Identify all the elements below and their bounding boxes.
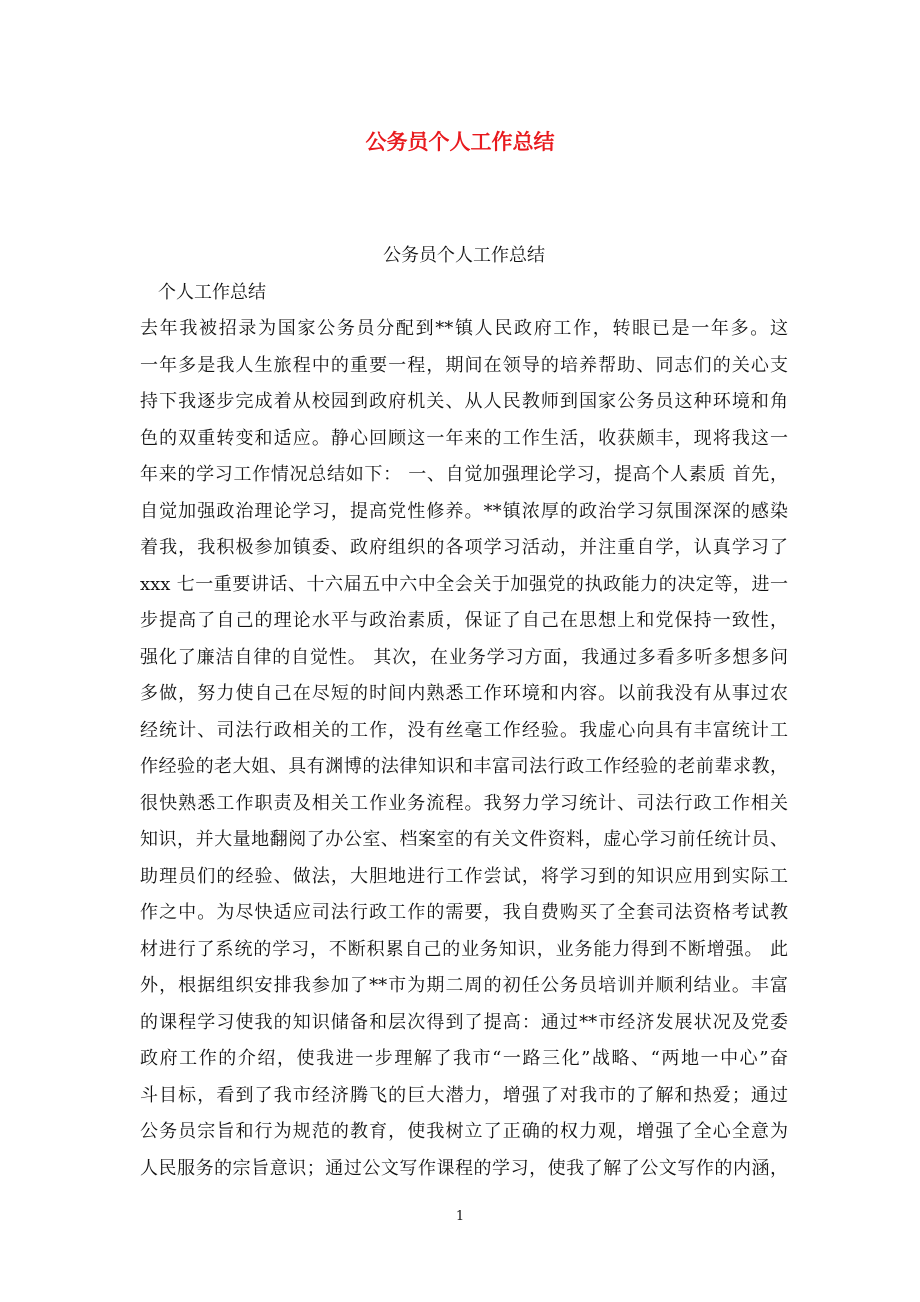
paragraph-line: xxx 七一重要讲话、十六届五中六中全会关于加强党的执政能力的决定等，进一 [140,573,788,595]
paragraph-line: 色的双重转变和适应。静心回顾这一年来的工作生活，收获颇丰，现将我这一 [140,427,788,449]
paragraph-line: 作之中。为尽快适应司法行政工作的需要，我自费购买了全套司法资格考试教 [140,902,788,923]
paragraph-line: 着我，我积极参加镇委、政府组织的各项学习活动，并注重自学，认真学习了 [140,537,788,558]
page-number: 1 [455,1209,465,1224]
document-body [140,238,788,1187]
paragraph-line: 外，根据组织安排我参加了**市为期二周的初任公务员培训并顺利结业。丰富 [140,975,788,996]
paragraph-line: 斗目标，看到了我市经济腾飞的巨大潜力，增强了对我市的了解和热爱；通过 [140,1084,788,1106]
paragraph-line: 持下我逐步完成着从校园到政府机关、从人民教师到国家公务员这种环境和角 [140,391,788,412]
page-title: 公务员个人工作总结 [365,130,555,154]
paragraph-line: 步提高了自己的理论水平与政治素质，保证了自己在思想上和党保持一致性， [140,610,788,631]
subheading-line: 个人工作总结 [158,281,266,303]
paragraph-line: 一年多是我人生旅程中的重要一程，期间在领导的培养帮助、同志们的关心支 [140,354,788,376]
paragraph-line: 经统计、司法行政相关的工作，没有丝毫工作经验。我虚心向具有丰富统计工 [140,719,788,741]
paragraph-line: 人民服务的宗旨意识；通过公文写作课程的学习，使我了解了公文写作的内涵， [140,1157,788,1179]
paragraph-line: 去年我被招录为国家公务员分配到**镇人民政府工作，转眼已是一年多。这 [140,318,788,339]
paragraph-line: 自觉加强政治理论学习，提高党性修养。**镇浓厚的政治学习氛围深深的感染 [140,500,788,522]
paragraph-line: 强化了廉洁自律的自觉性。 其次，在业务学习方面，我通过多看多听多想多问 [140,646,788,668]
paragraph-line: 年来的学习工作情况总结如下： 一、自觉加强理论学习，提高个人素质 首先， [140,464,788,485]
paragraph-line: 助理员们的经验、做法，大胆地进行工作尝试，将学习到的知识应用到实际工 [140,865,788,887]
paragraph-line: 很快熟悉工作职责及相关工作业务流程。我努力学习统计、司法行政工作相关 [140,792,788,814]
paragraph-line: 政府工作的介绍，使我进一步理解了我市“一路三化”战略、“两地一中心”奋 [140,1048,788,1069]
heading-line: 公务员个人工作总结 [383,245,545,266]
paragraph-line: 作经验的老大姐、具有渊博的法律知识和丰富司法行政工作经验的老前辈求教， [140,756,788,777]
paragraph-line: 的课程学习使我的知识储备和层次得到了提高：通过**市经济发展状况及党委 [140,1011,788,1033]
paragraph-line: 知识，并大量地翻阅了办公室、档案室的有关文件资料，虚心学习前任统计员、 [140,829,788,850]
paragraph-line: 公务员宗旨和行为规范的教育，使我树立了正确的权力观，增强了全心全意为 [140,1121,788,1142]
paragraph-line: 材进行了系统的学习，不断积累自己的业务知识，业务能力得到不断增强。 此 [140,938,788,960]
paragraph-line: 多做，努力使自己在尽短的时间内熟悉工作环境和内容。以前我没有从事过农 [140,683,788,704]
